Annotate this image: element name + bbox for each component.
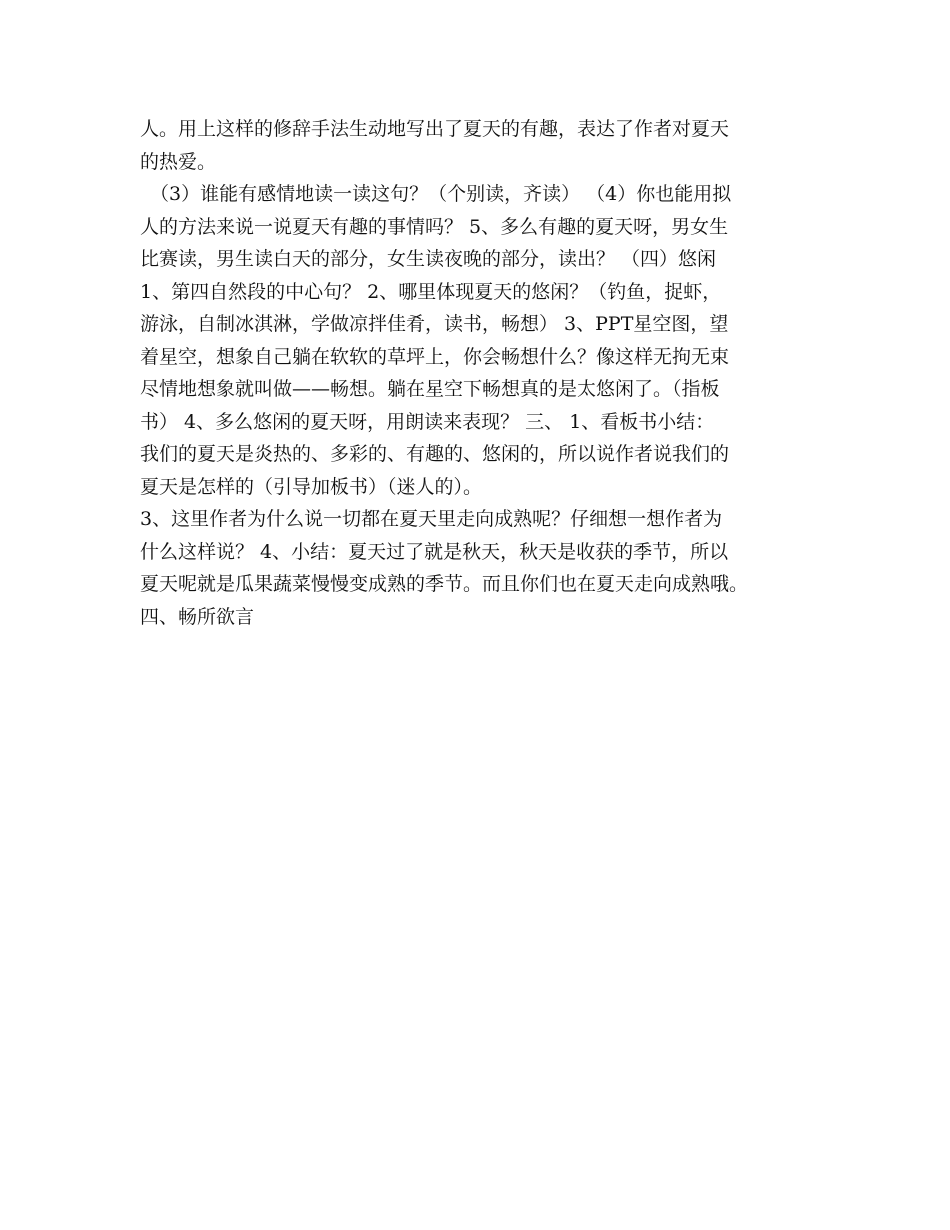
text-line: 比赛读，男生读白天的部分，女生读夜晚的部分，读出？ （四）悠闲 <box>140 248 717 270</box>
text-line: （3）谁能有感情地读一读这句？（个别读，齐读） （4）你也能用拟 <box>150 183 732 205</box>
text-line: 游泳，自制冰淇淋，学做凉拌佳肴，读书，畅想） 3、PPT星空图，望 <box>140 313 729 335</box>
text-line: 人的方法来说一说夏天有趣的事情吗？ 5、多么有趣的夏天呀，男女生 <box>140 215 729 238</box>
text-line: 书） 4、多么悠闲的夏天呀，用朗读来表现？ 三、 1、看板书小结： <box>140 410 715 433</box>
document-body <box>140 113 830 633</box>
text-line: 四、畅所欲言 <box>140 605 255 628</box>
text-line: 1、第四自然段的中心句？ 2、哪里体现夏天的悠闲？（钓鱼，捉虾， <box>140 280 722 303</box>
text-line: 夏天是怎样的（引导加板书）（迷人的）。 <box>140 475 483 498</box>
text-line: 的热爱。 <box>140 150 217 173</box>
text-line: 尽情地想象就叫做——畅想。躺在星空下畅想真的是太悠闲了。（指板 <box>140 378 720 400</box>
text-line: 夏天呢就是瓜果蔬菜慢慢变成熟的季节。而且你们也在夏天走向成熟哦。 <box>140 573 749 595</box>
text-line: 什么这样说？ 4、小结：夏天过了就是秋天，秋天是收获的季节，所以 <box>140 540 729 563</box>
text-line: 我们的夏天是炎热的、多彩的、有趣的、悠闲的，所以说作者说我们的 <box>140 443 730 465</box>
text-line: 3、这里作者为什么说一切都在夏天里走向成熟呢？仔细想一想作者为 <box>140 508 723 530</box>
text-line: 着星空，想象自己躺在软软的草坪上，你会畅想什么？像这样无拘无束 <box>140 345 730 368</box>
text-line: 人。用上这样的修辞手法生动地写出了夏天的有趣，表达了作者对夏天 <box>140 118 730 140</box>
